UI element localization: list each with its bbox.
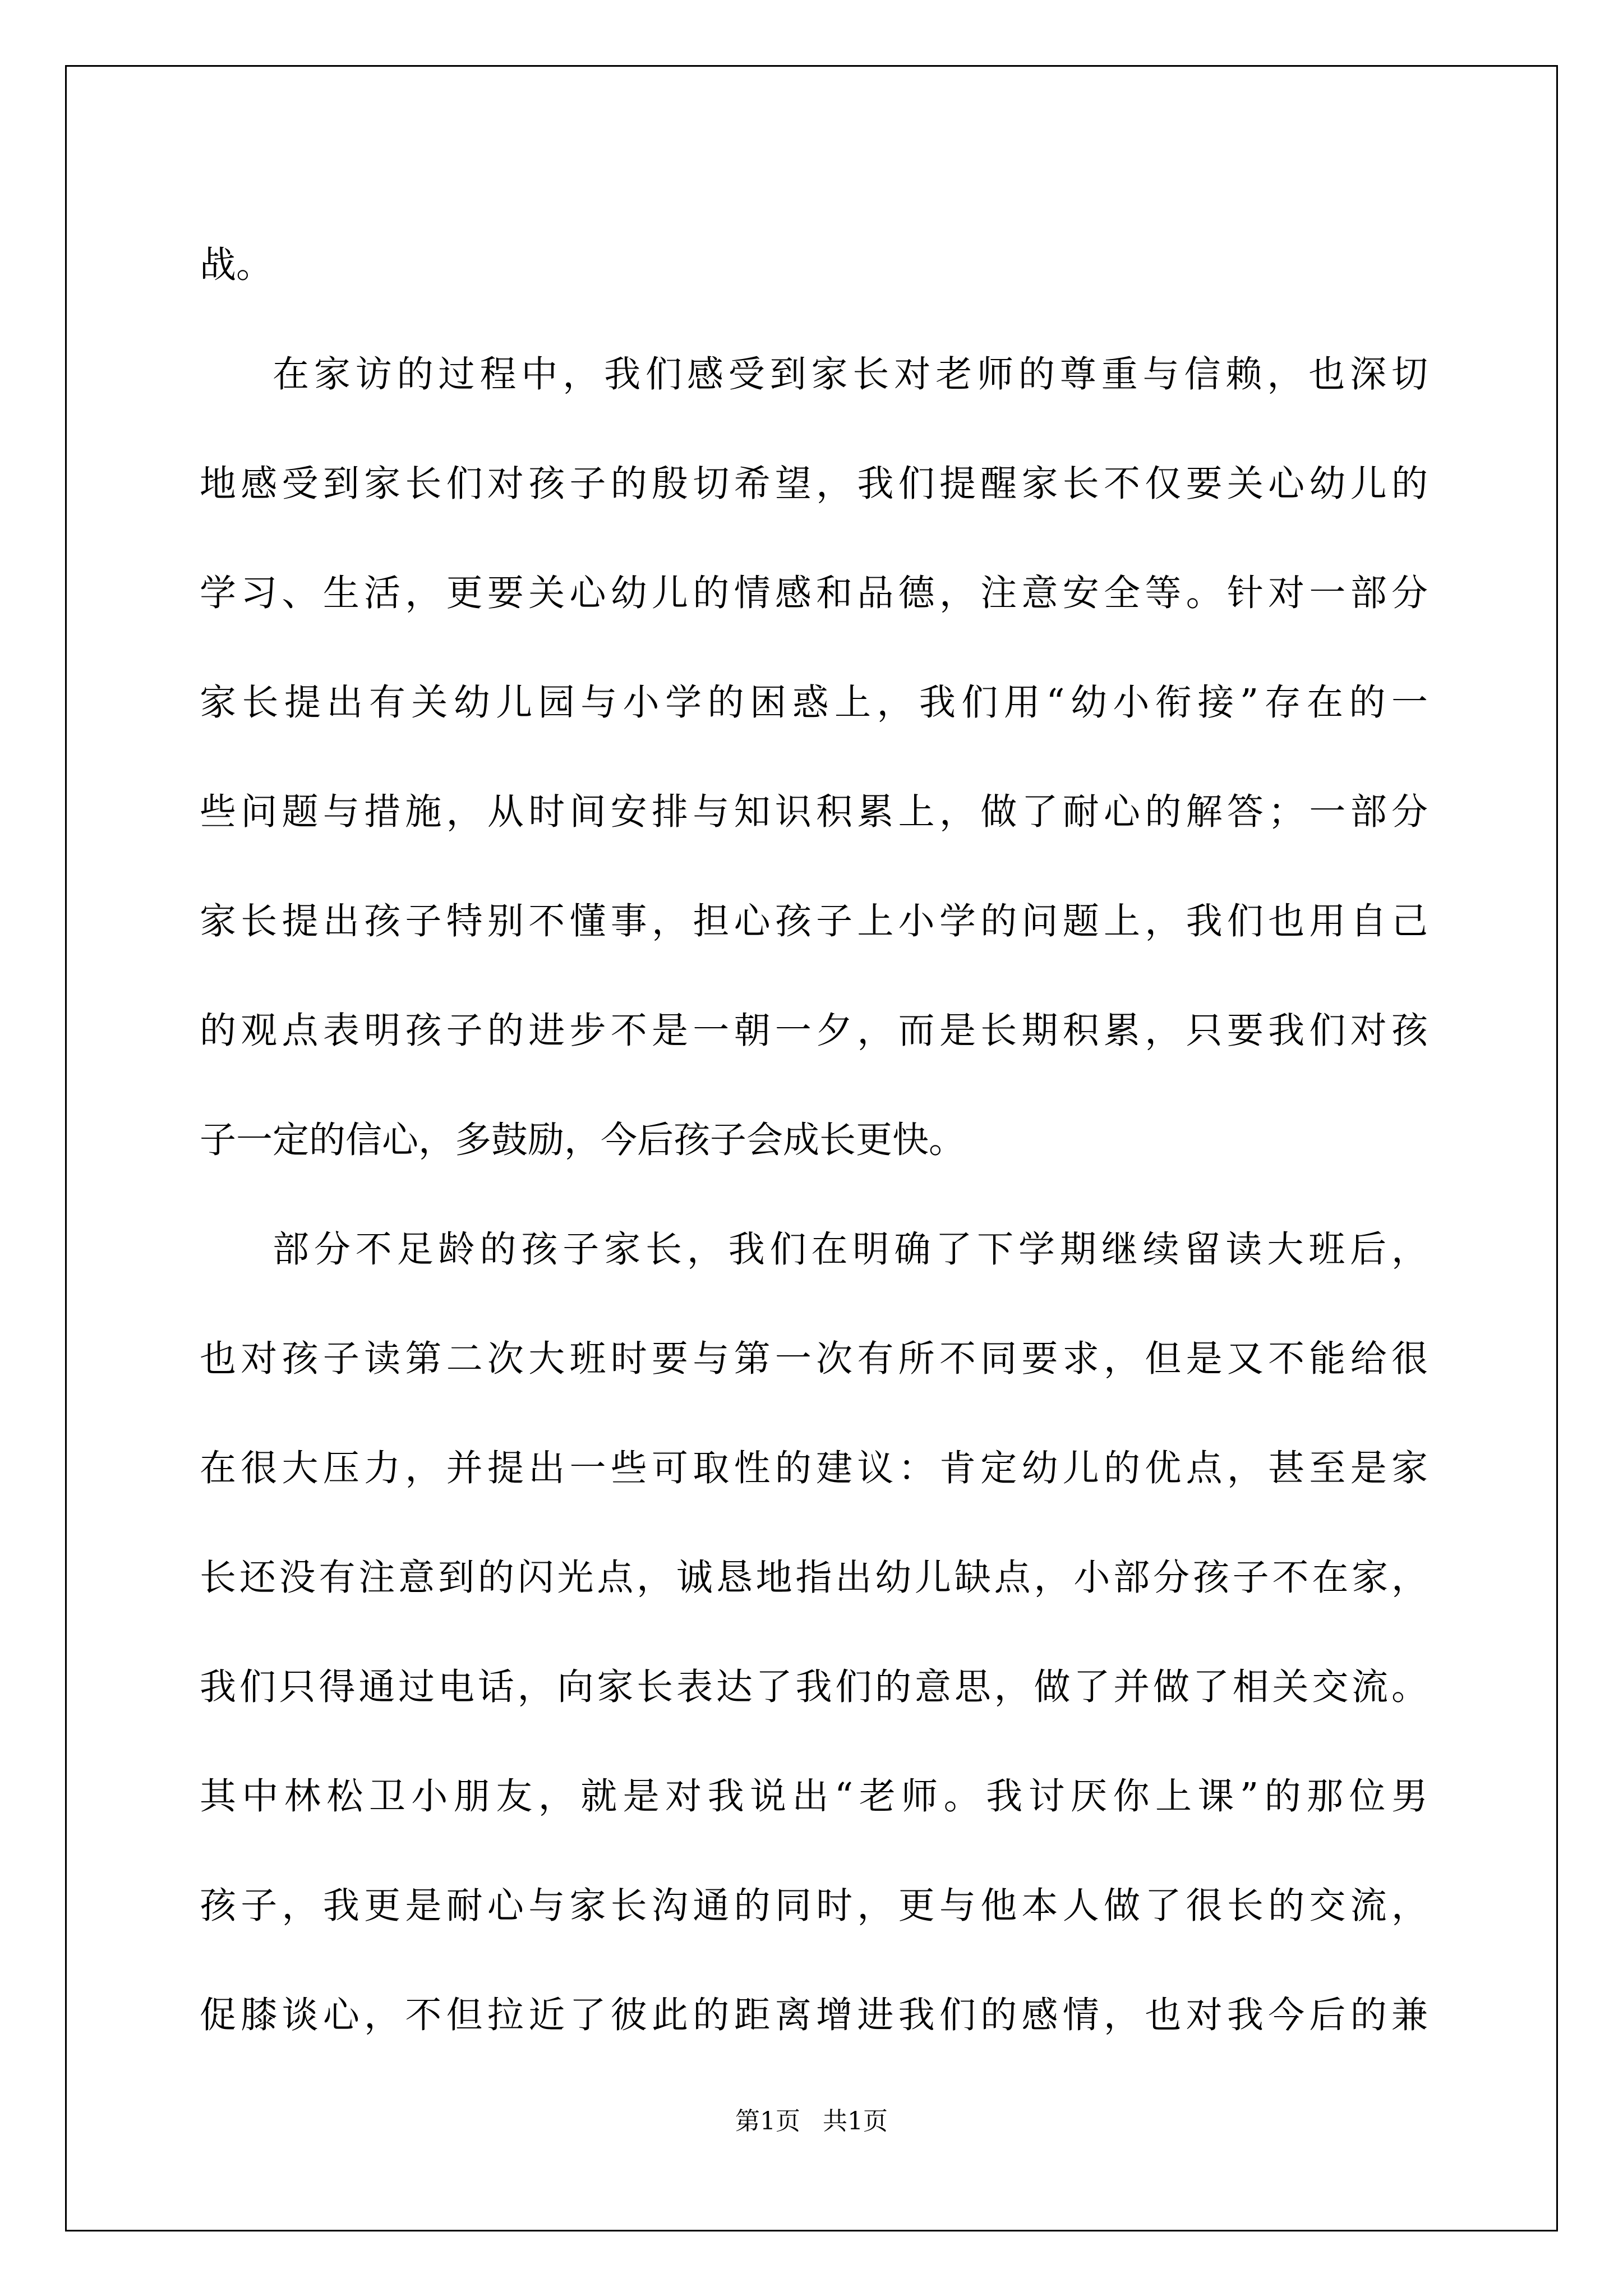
text-line: 孩子，我更是耐心与家长沟通的同时，更与他本人做了很长的交流， [200, 1885, 1428, 1927]
text-line: 也对孩子读第二次大班时要与第一次有所不同要求，但是又不能给很 [200, 1338, 1428, 1380]
page-footer [0, 2101, 1623, 2137]
text-line: 战。 [200, 244, 273, 286]
text-line: 学习、生活，更要关心幼儿的情感和品德，注意安全等。针对一部分 [200, 572, 1428, 614]
page-number-total: 共1页 [823, 2107, 888, 2136]
text-line: 子一定的信心，多鼓励，今后孩子会成长更快。 [200, 1119, 966, 1161]
text-line: 地感受到家长们对孩子的殷切希望，我们提醒家长不仅要关心幼儿的 [200, 463, 1428, 505]
text-line: 家长提出有关幼儿园与小学的困惑上，我们用“幼小衔接”存在的一 [200, 682, 1428, 724]
text-line: 长还没有注意到的闪光点，诚恳地指出幼儿缺点，小部分孩子不在家， [200, 1557, 1428, 1599]
paragraph-first-line: 在家访的过程中，我们感受到家长对老师的尊重与信赖，也深切 [273, 353, 1428, 395]
text-line: 其中林松卫小朋友，就是对我说出“老师。我讨厌你上课”的那位男 [200, 1775, 1428, 1818]
text-line: 促膝谈心，不但拉近了彼此的距离增进我们的感情，也对我今后的兼 [200, 1994, 1428, 2036]
document-body [200, 210, 1428, 2070]
text-line: 家长提出孩子特别不懂事，担心孩子上小学的问题上，我们也用自己 [200, 900, 1428, 942]
paragraph-first-line: 部分不足龄的孩子家长，我们在明确了下学期继续留读大班后， [273, 1228, 1428, 1271]
text-line: 在很大压力，并提出一些可取性的建议：肯定幼儿的优点，甚至是家 [200, 1447, 1428, 1489]
page-number-current: 第1页 [735, 2107, 800, 2136]
text-line: 的观点表明孩子的进步不是一朝一夕，而是长期积累，只要我们对孩 [200, 1010, 1428, 1052]
text-line: 些问题与措施，从时间安排与知识积累上，做了耐心的解答；一部分 [200, 791, 1428, 833]
text-line: 我们只得通过电话，向家长表达了我们的意思，做了并做了相关交流。 [200, 1666, 1428, 1708]
